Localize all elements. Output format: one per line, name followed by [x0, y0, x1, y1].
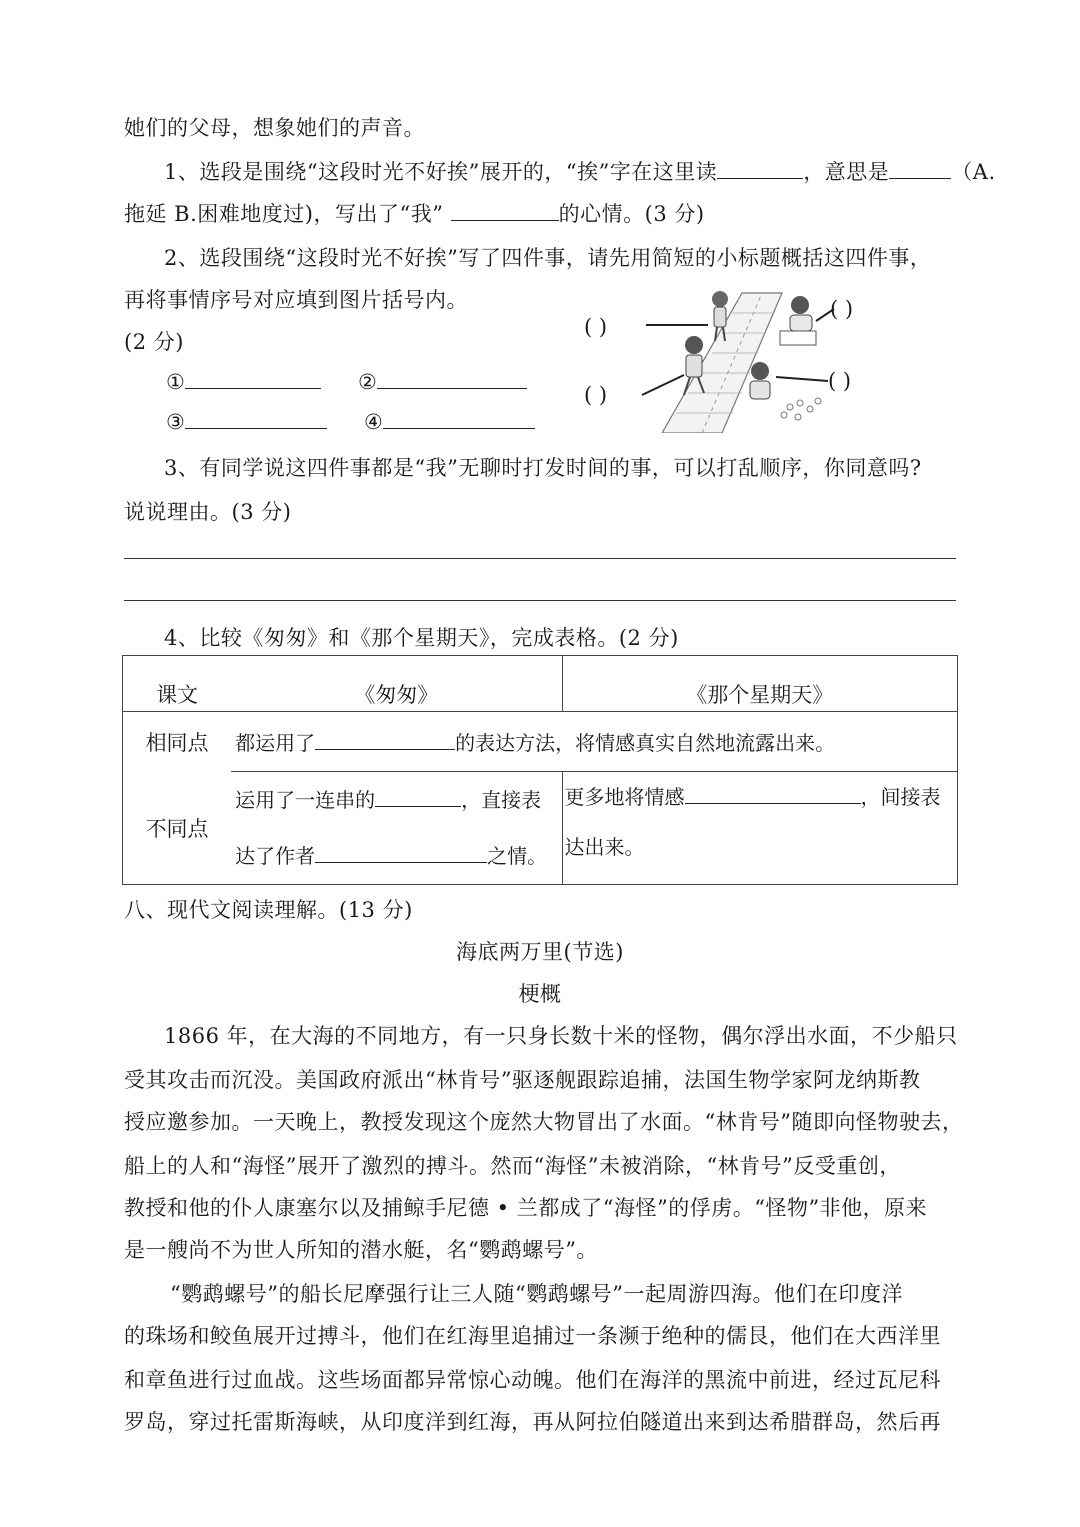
table-cell-diff-col2: 更多地将情感 ，间接表 达出来。 [562, 772, 957, 885]
figure-bracket-right-top[interactable]: ( ) [830, 297, 854, 321]
answer-blank[interactable] [717, 158, 803, 179]
question-3-line-2: 说说理由。(3 分) [124, 500, 292, 524]
comparison-table [122, 655, 958, 885]
table-cell-same: 都运用了 的表达方法，将情感真实自然地流露出来。 [231, 712, 957, 772]
article-subtitle: 梗概 [518, 982, 562, 1006]
section-8-heading: 八、现代文阅读理解。(13 分) [124, 898, 413, 922]
paragraph-2-line: “鹦鹉螺号”的船长尼摩强行让三人随“鹦鹉螺号”一起周游四海。他们在印度洋 [170, 1282, 903, 1306]
table-header-label: 课文 [123, 656, 232, 712]
question-4: 4、比较《匆匆》和《那个星期天》，完成表格。(2 分) [164, 626, 679, 650]
subtitle-blank-3: ③ [166, 408, 327, 434]
answer-line[interactable] [124, 558, 956, 559]
answer-blank[interactable] [185, 408, 327, 429]
subtitle-blank-1: ① [166, 368, 321, 394]
answer-blank[interactable] [315, 842, 487, 863]
answer-blank[interactable] [185, 368, 321, 389]
answer-blank[interactable] [451, 200, 559, 221]
question-2-line-1: 2、选段围绕“这段时光不好挨”写了四件事，请先用简短的小标题概括这四件事， [164, 246, 932, 270]
paragraph-2-line: 的珠场和鲛鱼展开过搏斗，他们在红海里追捕过一条濒于绝种的儒艮，他们在大西洋里 [124, 1324, 941, 1348]
children-illustration [572, 283, 902, 433]
table-row-label: 不同点 [123, 772, 232, 885]
paragraph-1-line: 教授和他的仆人康塞尔以及捕鲸手尼德 • 兰都成了“海怪”的俘虏。“怪物”非他，原来 [124, 1196, 928, 1220]
subtitle-blank-4: ④ [364, 408, 535, 434]
table-header-row [123, 656, 958, 712]
paragraph-1-line: 1866 年，在大海的不同地方，有一只身长数十米的怪物，偶尔浮出水面，不少船只 [164, 1024, 958, 1048]
table-header-col1: 《匆匆》 [231, 656, 562, 712]
subtitle-blank-2: ② [358, 368, 527, 394]
paragraph-1-line: 授应邀参加。一天晚上，教授发现这个庞然大物冒出了水面。“林肯号”随即向怪物驶去， [124, 1110, 964, 1134]
answer-blank[interactable] [685, 783, 861, 804]
paragraph-2-line: 罗岛，穿过托雷斯海峡，从印度洋到红海，再从阿拉伯隧道出来到达希腊群岛，然后再 [124, 1410, 941, 1434]
table-row-same [123, 712, 958, 772]
paragraph-1-line: 船上的人和“海怪”展开了激烈的搏斗。然而“海怪”未被消除，“林肯号”反受重创， [124, 1154, 901, 1178]
table-header-col2: 《那个星期天》 [562, 656, 957, 712]
answer-blank[interactable] [377, 368, 527, 389]
paragraph-2-line: 和章鱼进行过血战。这些场面都异常惊心动魄。他们在海洋的黑流中前进，经过瓦尼科 [124, 1368, 941, 1392]
question-2-score: (2 分) [124, 330, 184, 354]
answer-blank[interactable] [383, 408, 535, 429]
paragraph-1-line: 受其攻击而沉没。美国政府派出“林肯号”驱逐舰跟踪追捕，法国生物学家阿龙纳斯教 [124, 1068, 921, 1092]
figure-bracket-right-bottom[interactable]: ( ) [828, 369, 852, 393]
paragraph-1-line: 是一艘尚不为世人所知的潜水艇，名“鹦鹉螺号”。 [124, 1238, 598, 1262]
answer-blank[interactable] [375, 786, 461, 807]
question-3-line-1: 3、有同学说这四件事都是“我”无聊时打发时间的事，可以打乱顺序，你同意吗? [164, 456, 922, 480]
answer-line[interactable] [124, 600, 956, 601]
figure-bracket-left-top[interactable]: ( ) [584, 315, 608, 339]
question-1-line-2: 拖延 B.困难地度过)，写出了“我” 的心情。(3 分) [124, 202, 705, 226]
table-row-label: 相同点 [123, 712, 232, 772]
figure-bracket-left-bottom[interactable]: ( ) [584, 383, 608, 407]
answer-blank[interactable] [315, 729, 455, 750]
table-row-diff [123, 772, 958, 885]
question-1-line-1: 1、选段是围绕“这段时光不好挨”展开的，“挨”字在这里读 ，意思是 （A. [164, 160, 996, 184]
table-cell-diff-col1: 运用了一连串的 ，直接表 达了作者 之情。 [231, 772, 562, 885]
article-title: 海底两万里(节选) [456, 940, 624, 964]
question-2-line-2: 再将事情序号对应填到图片括号内。 [124, 288, 468, 312]
passage-tail: 她们的父母，想象她们的声音。 [124, 116, 425, 140]
answer-blank[interactable] [889, 158, 951, 179]
